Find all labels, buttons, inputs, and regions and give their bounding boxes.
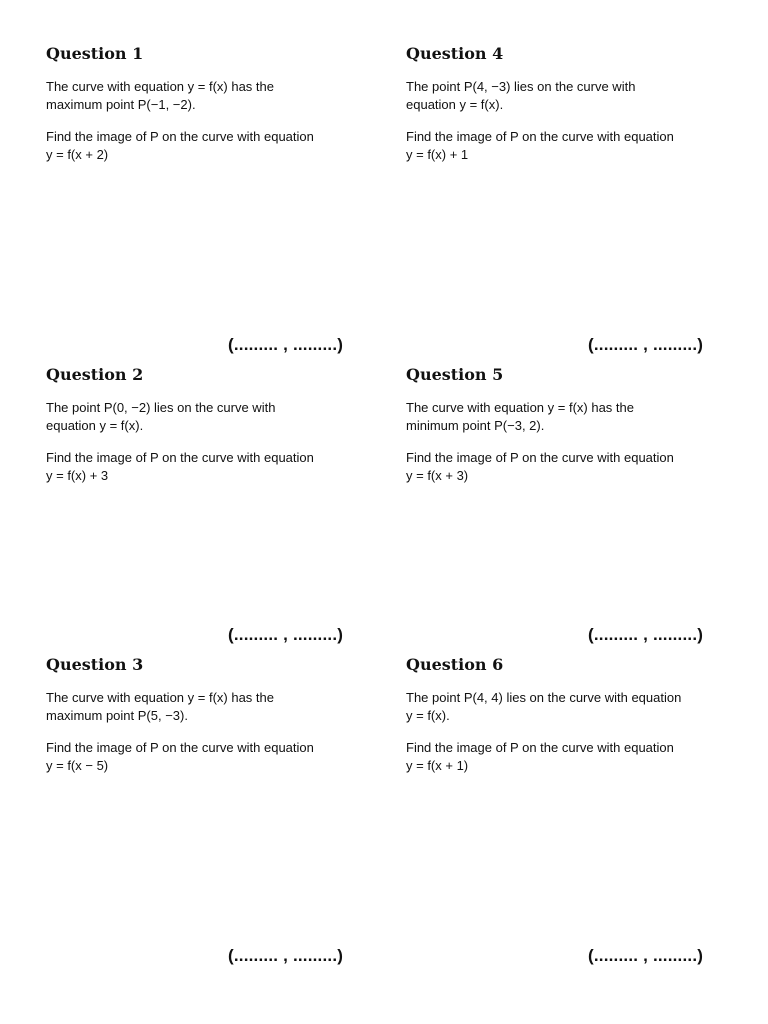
question-statement	[46, 78, 366, 114]
statement-line: y = f(x).	[406, 708, 450, 723]
statement-line: The point P(0, −2) lies on the curve with	[46, 400, 276, 415]
statement-line: The curve with equation y = f(x) has the	[46, 690, 274, 705]
question-title: Question 1	[46, 44, 144, 63]
statement-line: The point P(4, −3) lies on the curve with	[406, 79, 636, 94]
task-line: Find the image of P on the curve with equation	[46, 129, 314, 144]
question-title: Question 4	[406, 44, 504, 63]
equation-line: y = f(x) + 3	[46, 468, 109, 483]
statement-line: maximum point P(5, −3).	[46, 708, 188, 723]
question-task	[406, 128, 726, 164]
answer-blank-6: (......... , .........)	[588, 946, 704, 965]
question-task	[406, 449, 726, 485]
task-line: Find the image of P on the curve with equation	[406, 129, 674, 144]
answer-blank-2: (......... , .........)	[228, 625, 344, 644]
question-title: Question 5	[406, 365, 504, 384]
question-task	[46, 449, 366, 485]
task-line: Find the image of P on the curve with equation	[406, 740, 674, 755]
statement-line: The point P(4, 4) lies on the curve with equation	[406, 690, 682, 705]
statement-line: The curve with equation y = f(x) has the	[406, 400, 634, 415]
question-task	[406, 739, 726, 775]
answer-blank-1: (......... , .........)	[228, 335, 344, 354]
task-line: Find the image of P on the curve with equation	[406, 450, 674, 465]
answer-blank-3: (......... , .........)	[228, 946, 344, 965]
question-title: Question 6	[406, 655, 504, 674]
question-statement	[46, 399, 366, 435]
statement-line: The curve with equation y = f(x) has the	[46, 79, 274, 94]
equation-line: y = f(x + 2)	[46, 147, 109, 162]
statement-line: equation y = f(x).	[46, 418, 144, 433]
statement-line: equation y = f(x).	[406, 97, 504, 112]
question-title: Question 3	[46, 655, 144, 674]
task-line: Find the image of P on the curve with equation	[46, 740, 314, 755]
statement-line: minimum point P(−3, 2).	[406, 418, 545, 433]
question-title: Question 2	[46, 365, 144, 384]
question-statement	[406, 399, 726, 435]
answer-blank-5: (......... , .........)	[588, 625, 704, 644]
equation-line: y = f(x) + 1	[406, 147, 469, 162]
equation-line: y = f(x + 1)	[406, 758, 469, 773]
equation-line: y = f(x + 3)	[406, 468, 469, 483]
question-task	[46, 128, 366, 164]
question-statement	[406, 689, 726, 725]
statement-line: maximum point P(−1, −2).	[46, 97, 196, 112]
task-line: Find the image of P on the curve with equation	[46, 450, 314, 465]
question-statement	[46, 689, 366, 725]
question-task	[46, 739, 366, 775]
equation-line: y = f(x − 5)	[46, 758, 109, 773]
question-statement	[406, 78, 726, 114]
answer-blank-4: (......... , .........)	[588, 335, 704, 354]
